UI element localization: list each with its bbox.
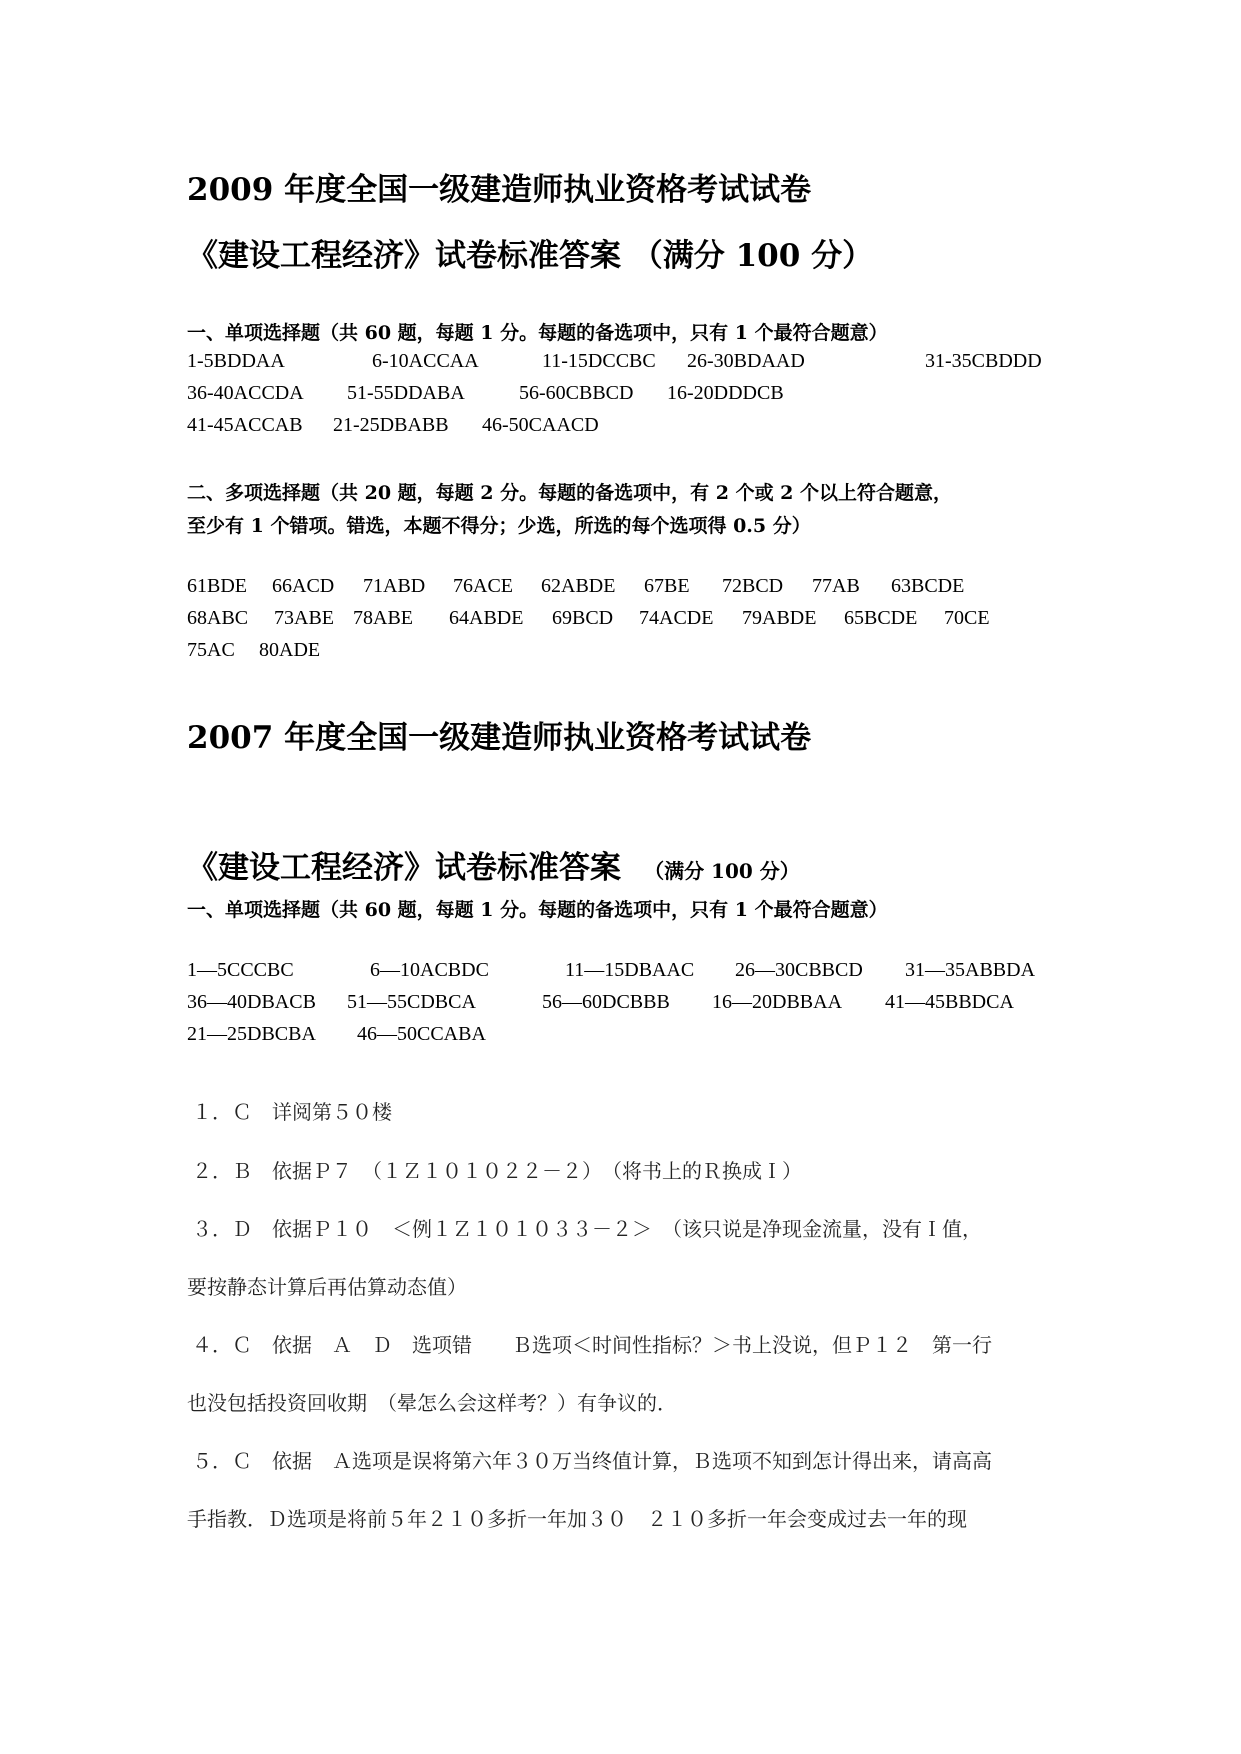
answer-item: 67BE (644, 575, 690, 597)
answer-item: 56—60DCBBB (542, 991, 670, 1013)
multi-answer-row-3 (187, 639, 1087, 665)
note-line: ５．Ｃ 依据 Ａ选项是误将第六年３０万当终值计算，Ｂ选项不知到怎计得出来，请高高 (192, 1449, 992, 1473)
answer-item: 70CE (944, 607, 990, 629)
subtitle-2009: 《建设工程经济》试卷标准答案 （满分 100 分） (187, 238, 874, 274)
answer-item: 16—20DBBAA (712, 991, 843, 1013)
multi-answer-row-1 (187, 575, 1087, 601)
note-line: ２．Ｂ 依据Ｐ７ （１Ｚ１０１０２２－２） （将书上的Ｒ换成Ｉ） (192, 1159, 802, 1183)
answer-item: 74ACDE (639, 607, 714, 629)
answer-row-2009-3 (187, 414, 1087, 440)
answer-row-2007-2 (187, 991, 1087, 1017)
multi-answer-row-2 (187, 607, 1087, 633)
answer-item: 51—55CDBCA (347, 991, 476, 1013)
subtitle-2007-main: 《建设工程经济》试卷标准答案 (187, 850, 621, 886)
single-choice-heading-2007: 一、单项选择题（共 60 题，每题 1 分。每题的备选项中，只有 1 个最符合题意） (187, 899, 888, 921)
answer-item: 71ABD (363, 575, 426, 597)
single-choice-heading-2009: 一、单项选择题（共 60 题，每题 1 分。每题的备选项中，只有 1 个最符合题意） (187, 322, 888, 344)
answer-item: 6-10ACCAA (372, 350, 479, 372)
answer-item: 51-55DDABA (347, 382, 465, 404)
answer-item: 72BCD (722, 575, 784, 597)
answer-item: 41—45BBDCA (885, 991, 1014, 1013)
answer-item: 26-30BDAAD (687, 350, 805, 372)
answer-item: 31—35ABBDA (905, 959, 1036, 981)
answer-item: 66ACD (272, 575, 335, 597)
answer-item: 73ABE (274, 607, 334, 629)
subtitle-2007-score: （满分 100 分） (644, 859, 800, 883)
answer-item: 11—15DBAAC (565, 959, 695, 981)
answer-item: 36-40ACCDA (187, 382, 304, 404)
answer-item: 41-45ACCAB (187, 414, 303, 436)
answer-item: 63BCDE (891, 575, 965, 597)
note-line: ４．Ｃ 依据 Ａ Ｄ 选项错 Ｂ选项＜时间性指标？＞书上没说，但Ｐ１２ 第一行 (192, 1333, 992, 1357)
answer-item: 69BCD (552, 607, 614, 629)
answer-row-2009-2 (187, 382, 1087, 408)
subtitle-2007 (187, 842, 800, 887)
answer-item: 1—5CCCBC (187, 959, 294, 981)
multi-choice-heading-2009-line1: 二、多项选择题（共 20 题，每题 2 分。每题的备选项中，有 2 个或 2 个以上符合题意， (187, 482, 953, 504)
answer-row-2009-1 (187, 350, 1087, 376)
answer-item: 11-15DCCBC (542, 350, 656, 372)
answer-item: 77AB (812, 575, 860, 597)
answer-item: 79ABDE (742, 607, 817, 629)
answer-item: 80ADE (259, 639, 321, 661)
answer-row-2007-1 (187, 959, 1087, 985)
answer-item: 6—10ACBDC (370, 959, 489, 981)
answer-item: 31-35CBDDD (925, 350, 1042, 372)
answer-item: 21-25DBABB (333, 414, 449, 436)
title-2007: 2007 年度全国一级建造师执业资格考试试卷 (187, 720, 812, 756)
answer-item: 1-5BDDAA (187, 350, 285, 372)
note-line: 也没包括投资回收期 （晕怎么会这样考？）有争议的． (187, 1391, 677, 1415)
title-2009: 2009 年度全国一级建造师执业资格考试试卷 (187, 172, 812, 208)
note-line: １．Ｃ 详阅第５０楼 (192, 1100, 392, 1124)
answer-item: 65BCDE (844, 607, 918, 629)
answer-item: 75AC (187, 639, 235, 661)
answer-item: 62ABDE (541, 575, 616, 597)
answer-item: 68ABC (187, 607, 249, 629)
answer-item: 46—50CCABA (357, 1023, 486, 1045)
answer-item: 16-20DDDCB (667, 382, 784, 404)
answer-item: 26—30CBBCD (735, 959, 863, 981)
answer-item: 56-60CBBCD (519, 382, 634, 404)
answer-item: 61BDE (187, 575, 247, 597)
answer-item: 46-50CAACD (482, 414, 599, 436)
note-line: 要按静态计算后再估算动态值） (187, 1275, 467, 1299)
answer-item: 64ABDE (449, 607, 524, 629)
answer-row-2007-3 (187, 1023, 1087, 1049)
answer-item: 21—25DBCBA (187, 1023, 316, 1045)
answer-item: 76ACE (453, 575, 513, 597)
note-line: 手指教．Ｄ选项是将前５年２１０多折一年加３０ ２１０多折一年会变成过去一年的现 (187, 1507, 967, 1531)
multi-choice-heading-2009-line2: 至少有 1 个错项。错选，本题不得分；少选，所选的每个选项得 0.5 分） (187, 515, 811, 537)
answer-item: 78ABE (353, 607, 413, 629)
note-line: ３．Ｄ 依据Ｐ１０ ＜例１Ｚ１０１０３３－２＞ （该只说是净现金流量，没有Ｉ值， (192, 1217, 982, 1241)
answer-item: 36—40DBACB (187, 991, 316, 1013)
